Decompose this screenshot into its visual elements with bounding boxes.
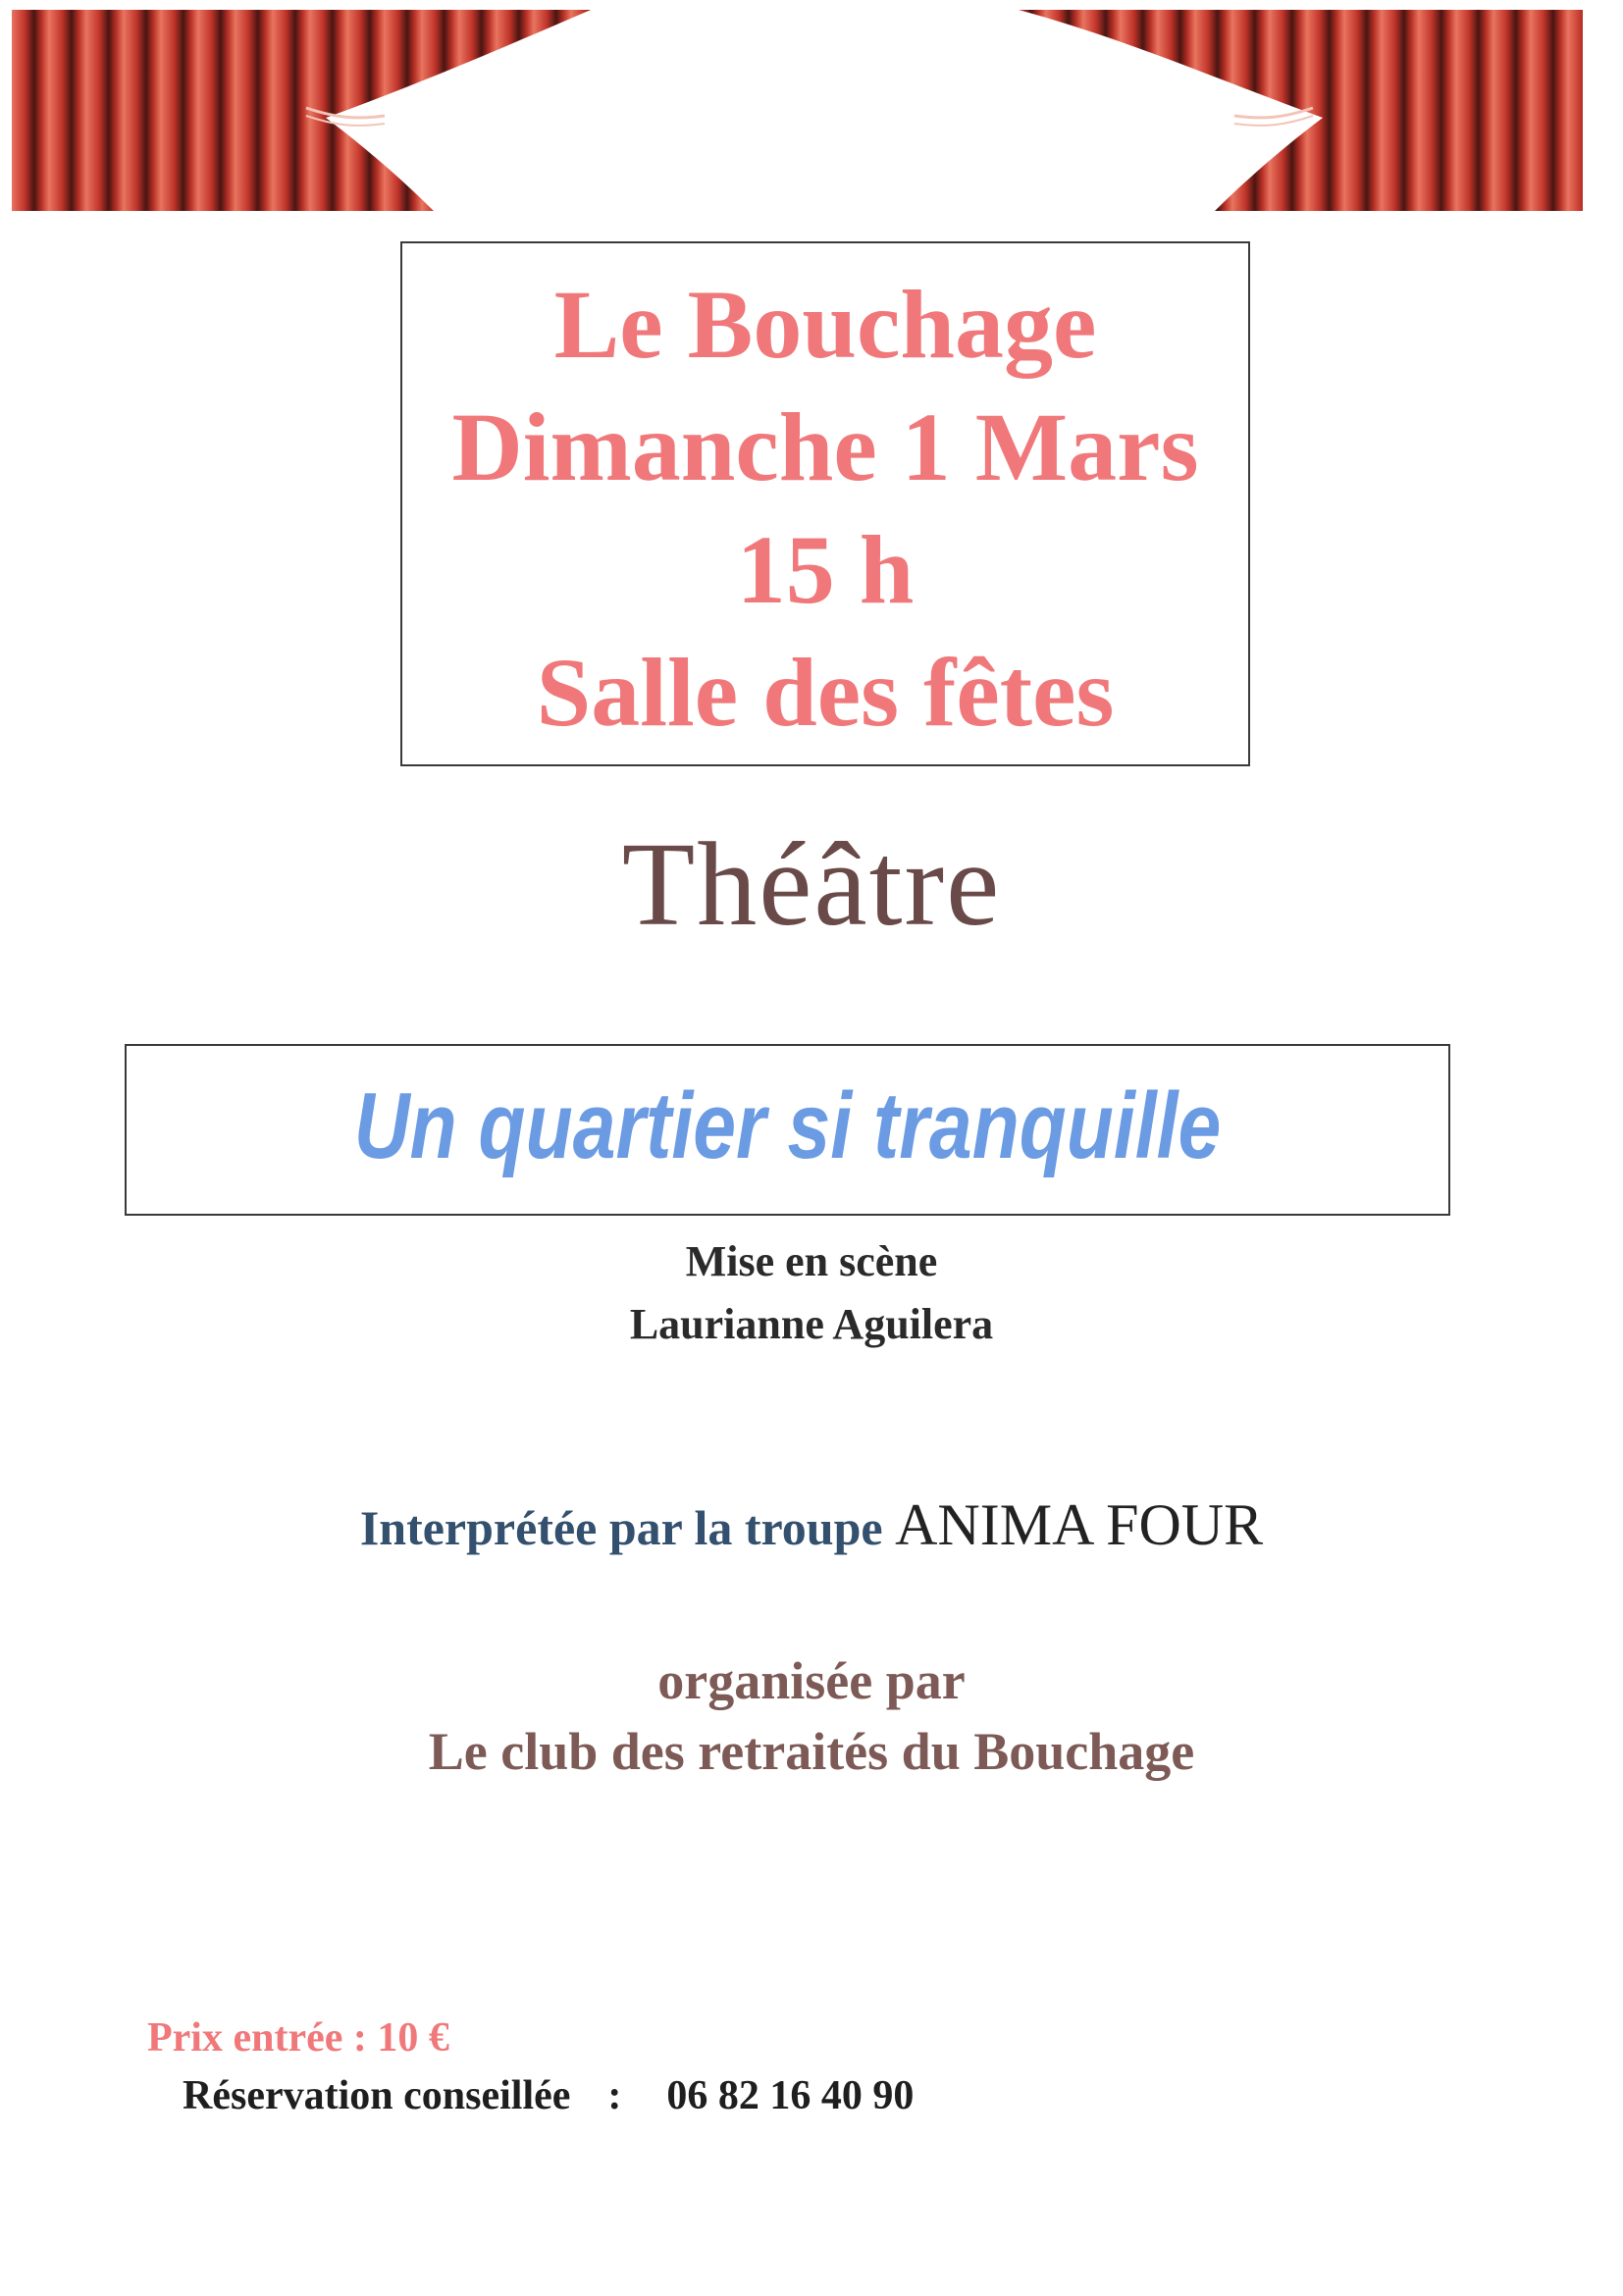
play-title-box: [125, 1044, 1450, 1216]
director-name: Laurianne Aguilera: [629, 1300, 994, 1348]
performance-prefix: Interprétée par la troupe: [359, 1500, 883, 1555]
troupe-name: ANIMA FOUR: [895, 1492, 1264, 1557]
reservation-line: [183, 2068, 914, 2123]
event-place: Le Bouchage: [553, 270, 1097, 379]
stage-curtain-left-icon: [12, 10, 601, 211]
direction-label: Mise en scène: [685, 1237, 938, 1285]
event-info-box: [400, 241, 1250, 766]
stage-curtain-right-icon: [1009, 10, 1597, 211]
ticket-price: Prix entrée : 10 €: [147, 2015, 449, 2061]
genre-title: Théâtre: [621, 818, 1002, 951]
play-title: Un quartier si tranquille: [353, 1073, 1222, 1178]
event-date: Dimanche 1 Mars: [451, 392, 1199, 501]
event-venue: Salle des fêtes: [536, 638, 1115, 747]
reservation-label: Réservation conseillée: [183, 2073, 571, 2118]
reservation-separator: :: [607, 2073, 622, 2118]
organizer-name: Le club des retraités du Bouchage: [428, 1722, 1195, 1781]
organizer-label: organisée par: [657, 1651, 966, 1710]
reservation-phone: 06 82 16 40 90: [666, 2073, 915, 2118]
performance-line: [0, 1492, 1623, 1560]
event-time: 15 h: [736, 515, 915, 624]
